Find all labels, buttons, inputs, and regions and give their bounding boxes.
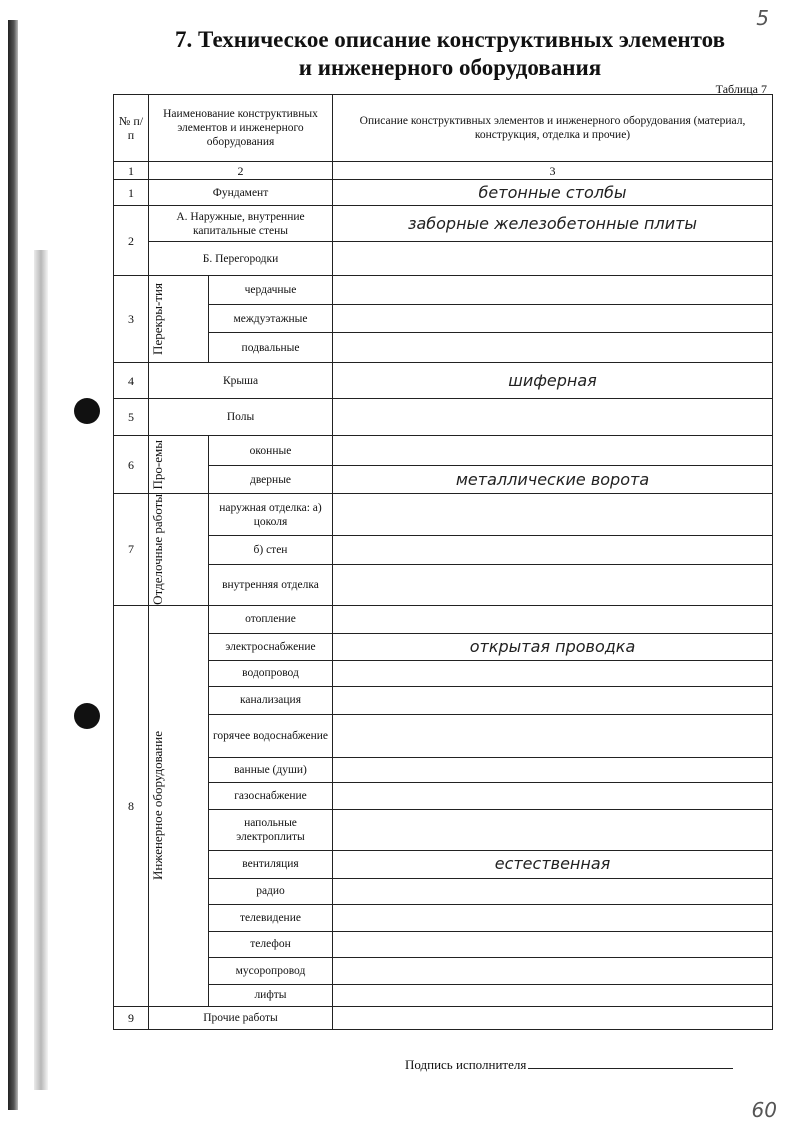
table-row (114, 180, 773, 206)
element-description[interactable] (333, 305, 773, 333)
element-description[interactable] (333, 714, 773, 757)
row-number: 4 (114, 363, 149, 399)
element-description[interactable] (333, 931, 773, 957)
element-name: газоснабжение (209, 782, 333, 809)
description-table (113, 94, 773, 1030)
element-description[interactable] (333, 878, 773, 904)
scan-edge-shadow (34, 250, 48, 1090)
row-number: 6 (114, 436, 149, 494)
punch-hole (74, 703, 100, 729)
table-row (114, 904, 773, 931)
element-description[interactable]: заборные железобетонные плиты (333, 206, 773, 242)
element-name: междуэтажные (209, 305, 333, 333)
column-number: 3 (333, 162, 773, 180)
column-number: 2 (149, 162, 333, 180)
header-name: Наименование конструктивных элементов и инженерного оборудования (149, 95, 333, 162)
signature-line[interactable] (528, 1068, 733, 1069)
element-name: напольные электроплиты (209, 809, 333, 850)
element-description[interactable] (333, 605, 773, 633)
element-name: Фундамент (149, 180, 333, 206)
table-row (114, 809, 773, 850)
row-number: 9 (114, 1006, 149, 1029)
group-label: Про-емы (150, 439, 165, 490)
group-label-cell (149, 436, 209, 494)
element-name: телефон (209, 931, 333, 957)
element-description[interactable] (333, 984, 773, 1006)
table-row (114, 564, 773, 605)
table-row (114, 399, 773, 436)
table-row (114, 605, 773, 633)
element-description[interactable] (333, 757, 773, 782)
element-name: электроснабжение (209, 633, 333, 660)
element-description[interactable] (333, 686, 773, 714)
table-row (114, 1006, 773, 1029)
table-row (114, 984, 773, 1006)
element-name: Б. Перегородки (149, 242, 333, 276)
scan-edge-shadow (8, 20, 18, 1110)
element-description[interactable] (333, 660, 773, 686)
element-description[interactable] (333, 333, 773, 363)
table-row (114, 633, 773, 660)
table-row (114, 242, 773, 276)
signature-label: Подпись исполнителя (405, 1057, 527, 1072)
row-number: 5 (114, 399, 149, 436)
element-name: ванные (души) (209, 757, 333, 782)
element-description[interactable]: открытая проводка (333, 633, 773, 660)
element-name: Крыша (149, 363, 333, 399)
element-name: б) стен (209, 536, 333, 564)
element-description[interactable]: естественная (333, 850, 773, 878)
row-number: 7 (114, 494, 149, 606)
element-name: А. Наружные, внутренние капитальные стены (149, 206, 333, 242)
element-description[interactable] (333, 242, 773, 276)
table-row (114, 850, 773, 878)
element-name: чердачные (209, 276, 333, 305)
group-label: Перекры-тия (150, 283, 165, 355)
title-line-2: и инженерного оборудования (298, 55, 602, 80)
element-description[interactable] (333, 904, 773, 931)
element-description[interactable] (333, 809, 773, 850)
group-label: Отделочные работы (150, 494, 165, 605)
element-name: Прочие работы (149, 1006, 333, 1029)
table-row (114, 757, 773, 782)
table-row (114, 333, 773, 363)
element-name: вентиляция (209, 850, 333, 878)
row-number: 2 (114, 206, 149, 276)
row-number: 3 (114, 276, 149, 363)
table-row (114, 276, 773, 305)
table-row (114, 686, 773, 714)
table-row (114, 466, 773, 494)
page-mark-top: 5 (756, 6, 769, 30)
header-number: № п/п (114, 95, 149, 162)
element-description[interactable]: бетонные столбы (333, 180, 773, 206)
table-row (114, 878, 773, 904)
element-name: водопровод (209, 660, 333, 686)
table-row (114, 206, 773, 242)
table-row (114, 536, 773, 564)
table-row (114, 957, 773, 984)
table-label: Таблица 7 (715, 82, 767, 96)
element-name: отопление (209, 605, 333, 633)
element-description[interactable] (333, 782, 773, 809)
header-description: Описание конструктивных элементов и инженерного оборудования (материал, конструкция, отделка и прочие) (333, 95, 773, 162)
group-label-cell (149, 605, 209, 1006)
element-name: Полы (149, 399, 333, 436)
table-row (114, 363, 773, 399)
element-name: оконные (209, 436, 333, 466)
group-label-cell (149, 276, 209, 363)
title-line-1: 7. Техническое описание конструктивных элементов (174, 27, 725, 52)
element-description[interactable] (333, 1006, 773, 1029)
element-description[interactable] (333, 564, 773, 605)
element-description[interactable] (333, 276, 773, 305)
element-description[interactable]: металлические ворота (333, 466, 773, 494)
table-header-row (114, 95, 773, 162)
page-title (110, 26, 789, 82)
page-mark-bottom: 60 (751, 1098, 777, 1122)
element-description[interactable]: шиферная (333, 363, 773, 399)
element-name: внутренняя отделка (209, 564, 333, 605)
element-name: подвальные (209, 333, 333, 363)
column-number-row (114, 162, 773, 180)
table-row (114, 436, 773, 466)
column-number: 1 (114, 162, 149, 180)
table-row (114, 782, 773, 809)
element-name: канализация (209, 686, 333, 714)
element-description[interactable] (333, 957, 773, 984)
group-label-cell (149, 494, 209, 606)
table-row (114, 660, 773, 686)
table-row (114, 931, 773, 957)
element-name: наружная отделка: а) цоколя (209, 494, 333, 536)
element-name: лифты (209, 984, 333, 1006)
table-row (114, 494, 773, 536)
row-number: 1 (114, 180, 149, 206)
element-description[interactable] (333, 536, 773, 564)
element-name: мусоропровод (209, 957, 333, 984)
table-row (114, 305, 773, 333)
row-number: 8 (114, 605, 149, 1006)
element-description[interactable] (333, 494, 773, 536)
element-description[interactable] (333, 436, 773, 466)
element-name: дверные (209, 466, 333, 494)
element-name: горячее водоснабжение (209, 714, 333, 757)
punch-hole (74, 398, 100, 424)
element-name: телевидение (209, 904, 333, 931)
group-label: Инженерное оборудование (150, 731, 165, 881)
signature-block (405, 1057, 733, 1073)
element-description[interactable] (333, 399, 773, 436)
table-row (114, 714, 773, 757)
element-name: радио (209, 878, 333, 904)
